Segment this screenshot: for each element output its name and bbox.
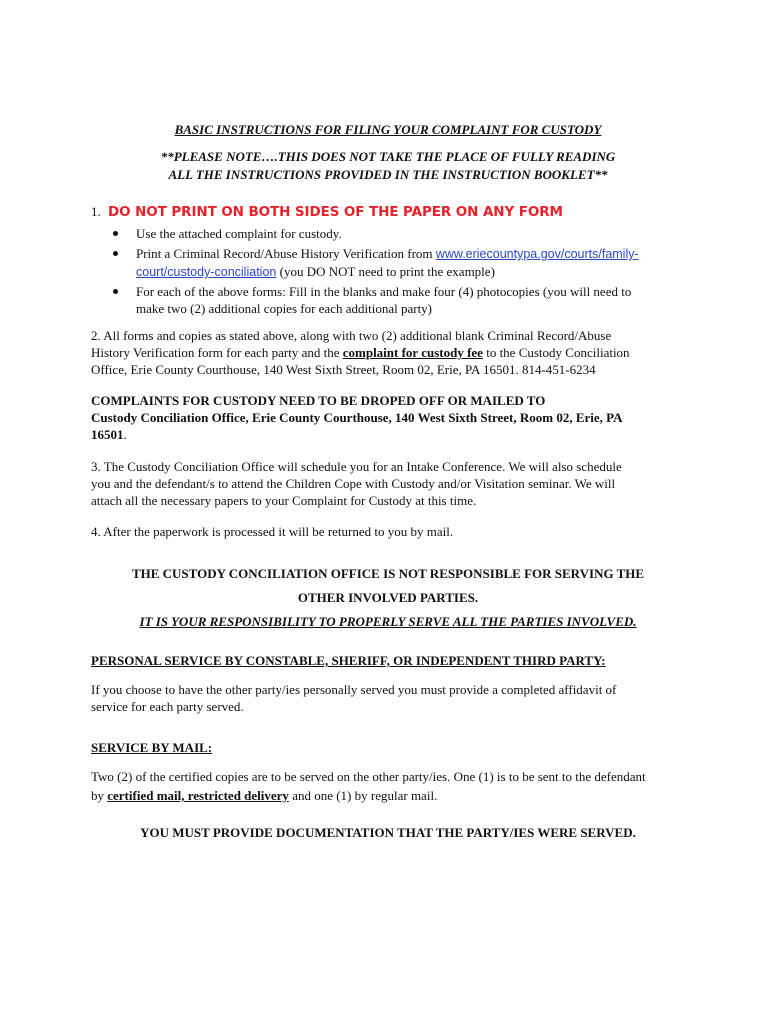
- bullet3-line1: For each of the above forms: Fill in the blanks and make four (4) photocopies (you will need to: [136, 284, 632, 299]
- responsibility-line1: THE CUSTODY CONCILIATION OFFICE IS NOT RESPONSIBLE FOR SERVING THE: [131, 566, 645, 581]
- bullet-dot: [113, 251, 118, 256]
- bullet-item-3: [136, 283, 696, 317]
- section2-line2-suffix: to the Custody Conciliation: [482, 345, 630, 360]
- section3-line1: 3. The Custody Conciliation Office will schedule you for an Intake Conference. We will also schedule: [91, 459, 622, 474]
- section1-heading-row: [91, 203, 563, 221]
- personal-service-paragraph: [91, 681, 691, 715]
- section3-paragraph: [91, 458, 691, 509]
- bullet-dot: [113, 231, 118, 236]
- complaints-line1: COMPLAINTS FOR CUSTODY NEED TO BE DROPED OFF OR MAILED TO: [91, 393, 546, 408]
- certified-mail-text: certified mail, restricted delivery: [107, 788, 289, 803]
- section1-bullet-list: [136, 225, 696, 317]
- responsibility-line3: IT IS YOUR RESPONSIBILITY TO PROPERLY SERVE ALL THE PARTIES INVOLVED.: [139, 614, 637, 629]
- section4-text: 4. After the paperwork is processed it will be returned to you by mail.: [91, 524, 454, 539]
- bullet3-line2: make two (2) additional copies for each additional party): [136, 301, 433, 316]
- complaints-line3: 16501: [91, 427, 124, 442]
- complaints-line2: Custody Conciliation Office, Erie County Courthouse, 140 West Sixth Street, Room 02, Erie, PA: [91, 410, 623, 425]
- section2-line2-prefix: History Verification form for each party and the: [91, 345, 343, 360]
- section3-line2: you and the defendant/s to attend the Children Cope with Custody and/or Visitation seminar. We will: [91, 476, 616, 491]
- documentation-notice: YOU MUST PROVIDE DOCUMENTATION THAT THE PARTY/IES WERE SERVED.: [140, 825, 636, 840]
- note-line-1: **PLEASE NOTE….THIS DOES NOT TAKE THE PLACE OF FULLY READING: [160, 149, 616, 164]
- verification-link-part2[interactable]: court/custody-conciliation: [136, 265, 277, 279]
- section1-heading: DO NOT PRINT ON BOTH SIDES OF THE PAPER ON ANY FORM: [108, 204, 563, 220]
- responsibility-line2: OTHER INVOLVED PARTIES.: [297, 590, 479, 605]
- bullet-item-1: [136, 225, 696, 245]
- bullet1-text: Use the attached complaint for custody.: [136, 226, 342, 241]
- verification-link-part1[interactable]: www.eriecountypa.gov/courts/family-: [435, 247, 639, 261]
- section1-number: 1.: [91, 204, 101, 219]
- bullet-dot: [113, 289, 118, 294]
- bullet2-prefix: Print a Criminal Record/Abuse History Verification from: [136, 246, 436, 261]
- document-title: BASIC INSTRUCTIONS FOR FILING YOUR COMPLAINT FOR CUSTODY: [174, 122, 602, 137]
- section2-line3: Office, Erie County Courthouse, 140 West Sixth Street, Room 02, Erie, PA 16501. 814-451-6234: [91, 362, 596, 377]
- complaints-line3-period: .: [123, 427, 127, 442]
- complaints-mailing-block: [91, 392, 691, 443]
- section3-line3: attach all the necessary papers to your Complaint for Custody at this time.: [91, 493, 477, 508]
- personal-service-line2: service for each party served.: [91, 699, 244, 714]
- section2-line1: 2. All forms and copies as stated above, along with two (2) additional blank Criminal Record/Abuse: [91, 328, 612, 343]
- note-line-2: ALL THE INSTRUCTIONS PROVIDED IN THE INSTRUCTION BOOKLET**: [168, 167, 608, 182]
- mail-service-heading: SERVICE BY MAIL:: [91, 740, 213, 755]
- mail-service-line2-suffix: and one (1) by regular mail.: [288, 788, 438, 803]
- custody-fee-text: complaint for custody fee: [342, 345, 483, 360]
- mail-service-line1: Two (2) of the certified copies are to be served on the other party/ies. One (1) is to be sent to the defendant: [91, 769, 646, 784]
- mail-service-line2-prefix: by: [91, 788, 108, 803]
- bullet2-suffix: (you DO NOT need to print the example): [276, 264, 495, 279]
- bullet-item-2: [136, 245, 696, 283]
- personal-service-line1: If you choose to have the other party/ies personally served you must provide a completed affidavit of: [91, 682, 617, 697]
- personal-service-heading: PERSONAL SERVICE BY CONSTABLE, SHERIFF, OR INDEPENDENT THIRD PARTY:: [91, 653, 606, 668]
- section2-paragraph: [91, 327, 691, 378]
- mail-service-paragraph: [91, 767, 701, 805]
